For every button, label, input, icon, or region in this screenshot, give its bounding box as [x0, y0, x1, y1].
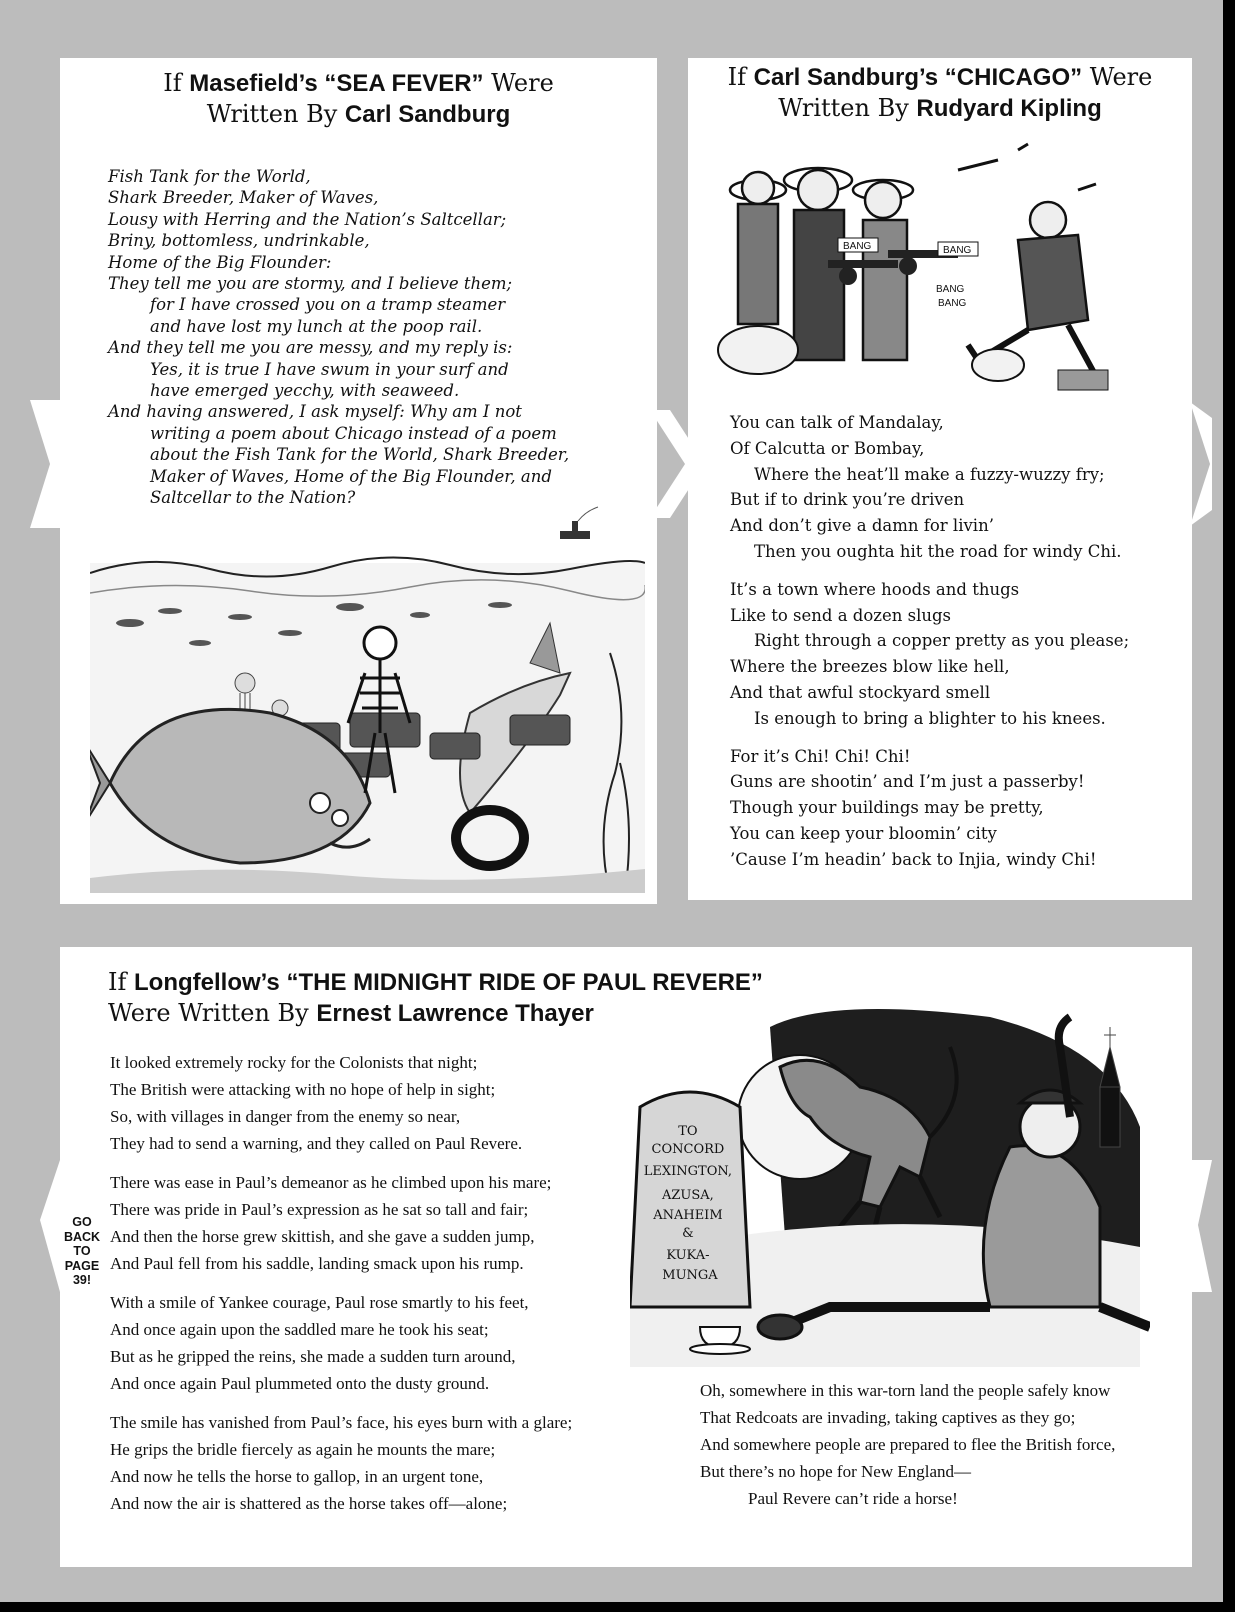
go-back-line: TO: [73, 1244, 91, 1258]
poem-line: So, with villages in danger from the enemy so near,: [110, 1107, 461, 1126]
poem-line: Like to send a dozen slugs: [730, 605, 952, 625]
panel-title: [60, 68, 657, 130]
arrow-bottom-left-head: [40, 1160, 60, 1292]
panel-paul-revere: [60, 947, 1192, 1567]
poem-line: Lousy with Herring and the Nation’s Saltcellar;: [108, 209, 507, 229]
poem-line: And now the air is shattered as the horse takes off—alone;: [110, 1494, 508, 1513]
title-line2: Written By: [206, 100, 345, 128]
stanza: [730, 744, 1190, 873]
bang-text: BANG: [938, 298, 967, 309]
signpost-line: ANAHEIM: [653, 1208, 723, 1223]
go-back-note: [62, 1215, 102, 1288]
poem-line: writing a poem about Chicago instead of a poem: [150, 423, 557, 443]
title-author: Carl Sandburg’s: [753, 64, 939, 91]
poem-line: But if to drink you’re driven: [730, 490, 965, 510]
go-back-line: PAGE: [64, 1258, 100, 1273]
poem-line: Then you oughta hit the road for windy Chi.: [754, 541, 1122, 561]
poem-line: Is enough to bring a blighter to his knees.: [754, 708, 1106, 728]
title-line2: Written By: [778, 94, 917, 122]
stanza: [110, 1169, 650, 1277]
arrow-bottom-right-tail: [1190, 1160, 1212, 1292]
signpost-line: &: [682, 1226, 694, 1241]
poem-line: ’Cause I’m headin’ back to Injia, windy Chi!: [730, 849, 1097, 869]
go-back-line: 39!: [72, 1273, 92, 1287]
title-line2: Were Written By: [108, 999, 317, 1027]
poem-line: And then the horse grew skittish, and she gave a sudden jump,: [110, 1227, 535, 1246]
poem-line: Fish Tank for the World,: [108, 167, 311, 186]
poem-line: And somewhere people are prepared to flee the British force,: [700, 1435, 1116, 1454]
poem-sea-fever: [108, 166, 648, 509]
poem-line: Guns are shootin’ and I’m just a passerby!: [730, 772, 1085, 792]
panel-chicago: [688, 58, 1192, 900]
poem-line: And don’t give a damn for livin’: [730, 516, 994, 536]
poem-line: Though your buildings may be pretty,: [730, 798, 1044, 818]
arrow-left-tail: [30, 400, 60, 528]
poem-line: But there’s no hope for New England—: [700, 1462, 971, 1481]
poem-line: Of Calcutta or Bombay,: [730, 438, 925, 458]
paul-revere-illustration: [630, 1007, 1150, 1367]
title-pre: If: [163, 69, 190, 97]
title-author2: Carl Sandburg: [344, 101, 511, 128]
victim-figure: [958, 144, 1098, 380]
poem-line: And Paul fell from his saddle, landing smack upon his rump.: [110, 1254, 524, 1273]
signpost-line: AZUSA,: [662, 1188, 714, 1203]
poem-line: Where the breezes blow like hell,: [730, 657, 1010, 677]
poem-line: That Redcoats are invading, taking captives as they go;: [700, 1408, 1076, 1427]
signpost-line: TO: [678, 1124, 698, 1139]
poem-line: about the Fish Tank for the World, Shark Breeder,: [150, 445, 570, 465]
bang-text: BANG: [843, 241, 872, 252]
poem-paul-revere: [110, 1049, 650, 1529]
poem-line: Briny, bottomless, undrinkable,: [108, 231, 370, 251]
poem-line: And that awful stockyard smell: [730, 682, 991, 702]
ship-icon: [560, 507, 598, 539]
poem-line: And once again upon the saddled mare he took his seat;: [110, 1320, 489, 1339]
poem-chicago: [730, 410, 1190, 885]
poem-line: There was pride in Paul’s expression as he sat so tall and fair;: [110, 1200, 529, 1219]
title-author2: Ernest Lawrence Thayer: [316, 1000, 594, 1027]
go-back-line: BACK: [63, 1229, 101, 1244]
poem-line: It’s a town where hoods and thugs: [730, 579, 1020, 599]
poem-line: The smile has vanished from Paul’s face, his eyes burn with a glare;: [110, 1413, 573, 1432]
stanza: [730, 410, 1190, 565]
go-back-line: GO: [72, 1215, 92, 1229]
stanza: [110, 1049, 650, 1157]
poem-line: Yes, it is true I have swum in your surf and: [150, 359, 509, 379]
signpost-line: KUKA-: [666, 1248, 710, 1263]
gangsters-illustration: [698, 130, 1138, 400]
title-work: “CHICAGO”: [938, 64, 1083, 91]
poem-line: But as he gripped the reins, she made a sudden turn around,: [110, 1347, 516, 1366]
bang-text: BANG: [936, 284, 965, 295]
poem-line: They had to send a warning, and they called on Paul Revere.: [110, 1134, 523, 1153]
poem-line: Home of the Big Flounder:: [108, 252, 332, 272]
title-author2: Rudyard Kipling: [916, 95, 1102, 122]
title-pre: If: [108, 968, 134, 996]
panel-sea-fever: [60, 58, 657, 904]
poem-line: Right through a copper pretty as you please;: [754, 631, 1130, 651]
undersea-illustration: [90, 483, 645, 893]
poem-line: You can keep your bloomin’ city: [730, 823, 997, 843]
poem-line: and have lost my lunch at the poop rail.: [150, 316, 483, 336]
poem-paul-revere-final: [700, 1377, 1180, 1512]
stanza: [110, 1289, 650, 1397]
poem-line: With a smile of Yankee courage, Paul rose smartly to his feet,: [110, 1293, 529, 1312]
stanza: [730, 577, 1190, 732]
title-work: “THE MIDNIGHT RIDE OF PAUL REVERE”: [279, 969, 763, 996]
poem-line: Saltcellar to the Nation?: [150, 488, 356, 508]
poem-line: Maker of Waves, Home of the Big Flounder, and: [150, 466, 552, 486]
title-post: Were: [1082, 63, 1153, 91]
signpost-line: CONCORD: [651, 1142, 725, 1157]
poem-line: It looked extremely rocky for the Colonists that night;: [110, 1053, 478, 1072]
title-work: “SEA FEVER”: [317, 70, 484, 97]
poem-line: have emerged yecchy, with seaweed.: [150, 381, 460, 401]
title-pre: If: [727, 63, 754, 91]
title-author: Masefield’s: [189, 70, 318, 97]
poem-line: And they tell me you are messy, and my reply is:: [108, 338, 513, 358]
church-steeple-icon: [1100, 1027, 1120, 1147]
poem-line: And having answered, I ask myself: Why am I not: [108, 402, 522, 422]
poem-line: They tell me you are stormy, and I believe them;: [108, 274, 513, 294]
poem-line: The British were attacking with no hope of help in sight;: [110, 1080, 496, 1099]
poem-line: Oh, somewhere in this war-torn land the people safely know: [700, 1381, 1111, 1400]
title-author: Longfellow’s: [134, 969, 280, 996]
poem-line: For it’s Chi! Chi! Chi!: [730, 746, 911, 766]
arrow-right-head: [1190, 402, 1212, 526]
poem-line: And now he tells the horse to gallop, in an urgent tone,: [110, 1467, 484, 1486]
poem-line: And once again Paul plummeted onto the dusty ground.: [110, 1374, 490, 1393]
poem-line: for I have crossed you on a tramp steamer: [150, 295, 506, 315]
poem-line: Paul Revere can’t ride a horse!: [748, 1489, 958, 1508]
signpost-line: MUNGA: [662, 1268, 718, 1283]
panel-title: [688, 62, 1192, 124]
poem-line: There was ease in Paul’s demeanor as he climbed upon his mare;: [110, 1173, 552, 1192]
poem-line: Shark Breeder, Maker of Waves,: [108, 188, 379, 208]
debris: [1058, 370, 1108, 390]
title-post: Were: [483, 69, 554, 97]
signpost-stone: [630, 1092, 750, 1307]
poem-line: You can talk of Mandalay,: [730, 413, 944, 432]
signpost-line: LEXINGTON,: [643, 1164, 733, 1179]
bang-text: BANG: [943, 245, 972, 256]
poem-line: Where the heat’ll make a fuzzy-wuzzy fry;: [754, 464, 1105, 484]
stanza: [110, 1409, 650, 1517]
poem-line: He grips the bridle fiercely as again he mounts the mare;: [110, 1440, 496, 1459]
